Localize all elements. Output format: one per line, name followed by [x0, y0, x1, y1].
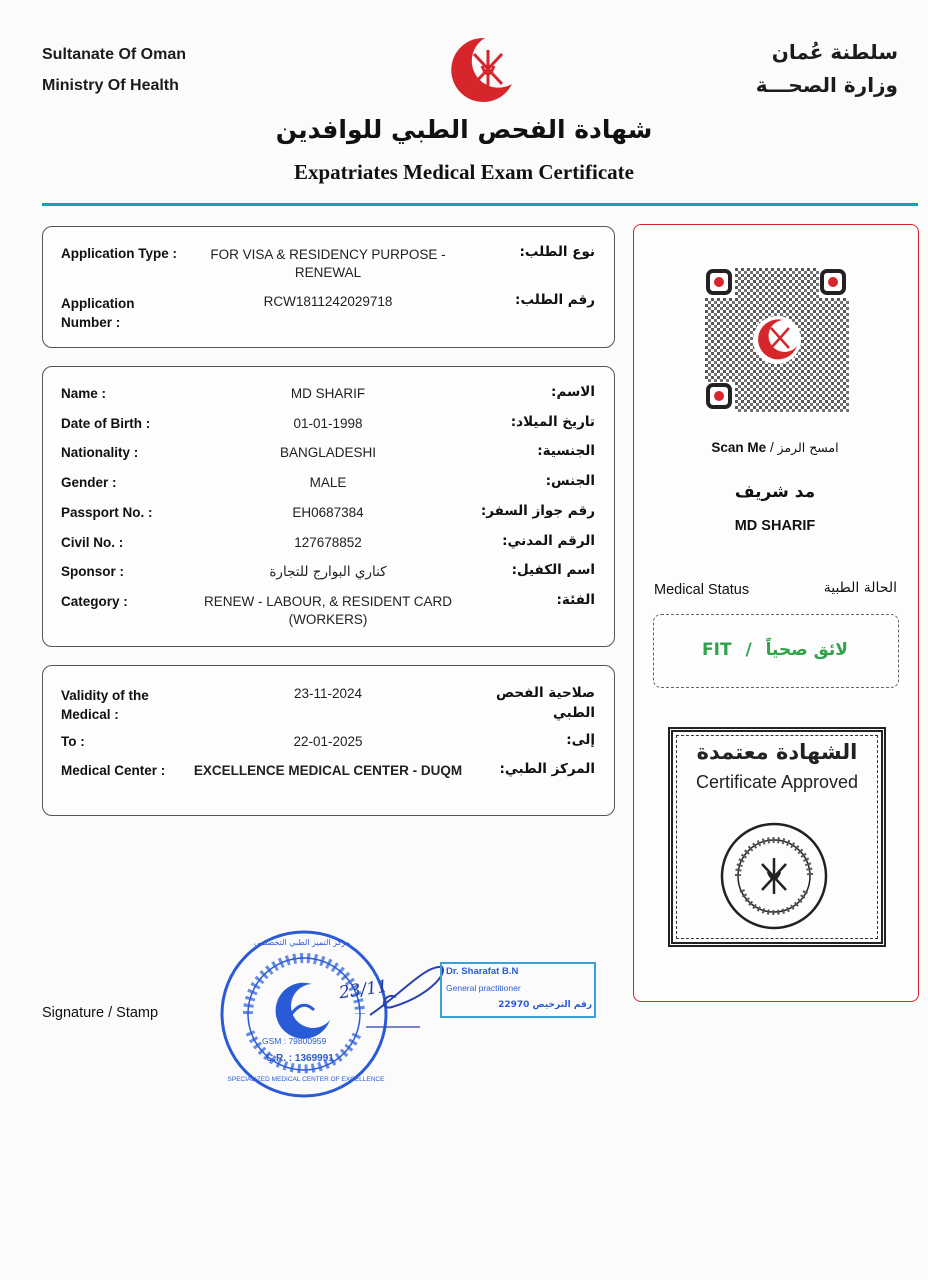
- dob-value: 01-01-1998: [293, 416, 363, 431]
- signature-label: Signature / Stamp: [42, 1005, 159, 1021]
- application-type-value: FOR VISA & RESIDENCY PURPOSE - RENEWAL: [210, 247, 446, 280]
- ministry-logo-icon: [440, 32, 518, 108]
- stamp-top-text: مركز التميز الطبي التخصصي: [253, 938, 351, 947]
- doctor-name: Dr. Sharafat B.N: [446, 966, 519, 977]
- application-number-ar: رقم الطلب:: [515, 292, 595, 308]
- fit-en: FIT: [702, 640, 732, 660]
- sponsor-value: كناري البوارج للتجارة: [269, 564, 387, 580]
- nationality-value: BANGLADESHI: [279, 445, 377, 460]
- doctor-license: رقم الترخيص 22970: [498, 1000, 592, 1010]
- ministry-ar: وزارة الصحـــة: [755, 73, 898, 97]
- dob-ar: تاريخ الميلاد:: [510, 414, 595, 430]
- holder-name-en: MD SHARIF: [734, 518, 816, 534]
- title-ar: شهادة الفحص الطبي للوافدين: [275, 115, 653, 144]
- to-ar: إلى:: [566, 732, 595, 748]
- application-number-value: RCW1811242029718: [263, 294, 393, 309]
- scan-me-ar: امسح الرمز: [777, 440, 839, 455]
- ministry-seal-icon: [718, 820, 830, 932]
- passport-ar: رقم جواز السفر:: [480, 503, 595, 519]
- gender-value: MALE: [309, 475, 347, 490]
- category-ar: الفئة:: [556, 592, 595, 608]
- sponsor-ar: اسم الكفيل:: [511, 562, 595, 578]
- dob-label: Date of Birth :: [61, 416, 151, 431]
- name-label: Name :: [61, 386, 107, 401]
- category-value: RENEW - LABOUR, & RESIDENT CARD (WORKERS): [203, 594, 453, 627]
- medical-center-ar: المركز الطبي:: [499, 761, 595, 777]
- sponsor-label: Sponsor :: [61, 564, 124, 579]
- approved-en: Certificate Approved: [695, 772, 859, 792]
- scan-me-en: Scan Me: [711, 440, 767, 455]
- stamp-cr: C.R. : 1369991: [266, 1053, 334, 1064]
- gender-label: Gender :: [61, 475, 117, 490]
- validity-label: Validity of the Medical :: [61, 688, 149, 722]
- application-type-label: Application Type :: [61, 246, 178, 261]
- title-en: Expatriates Medical Exam Certificate: [294, 160, 634, 184]
- category-label: Category :: [61, 594, 128, 609]
- scan-me-separator: /: [769, 440, 774, 455]
- scan-me-caption: [653, 440, 897, 455]
- medical-status-ar: الحالة الطبية: [823, 580, 897, 596]
- header-divider: [42, 203, 918, 206]
- medical-status-value: [653, 640, 897, 660]
- medical-center-value: EXCELLENCE MEDICAL CENTER - DUQM: [193, 763, 463, 778]
- ministry-en: Ministry Of Health: [42, 77, 179, 94]
- validity-ar: صلاحية الفحص الطبي: [496, 685, 595, 721]
- to-label: To :: [61, 734, 85, 749]
- doctor-role: General practitioner: [446, 983, 521, 993]
- civil-ar: الرقم المدني:: [502, 533, 595, 549]
- fit-separator: /: [745, 640, 752, 660]
- approved-ar: الشهادة معتمدة: [696, 740, 858, 764]
- country-en: Sultanate Of Oman: [42, 46, 187, 63]
- name-ar: الاسم:: [551, 384, 595, 400]
- stamp-gsm: GSM : 79800959: [262, 1036, 327, 1046]
- stamp-bottom-text: SPECIALIZED MEDICAL CENTER OF EXCELLENCE: [227, 1076, 385, 1083]
- qr-code-icon[interactable]: [705, 268, 849, 412]
- application-number-label: Application Number :: [61, 296, 135, 330]
- gender-ar: الجنس:: [545, 473, 595, 489]
- validity-value: 23-11-2024: [293, 686, 363, 701]
- nationality-ar: الجنسية:: [537, 443, 595, 459]
- fit-ar: لائق صحياً: [765, 640, 848, 660]
- holder-name-ar: مد شريف: [734, 482, 816, 502]
- passport-label: Passport No. :: [61, 505, 153, 520]
- passport-value: EH0687384: [292, 505, 364, 520]
- to-value: 22-01-2025: [293, 734, 363, 749]
- medical-center-label: Medical Center :: [61, 763, 166, 778]
- nationality-label: Nationality :: [61, 445, 139, 460]
- signature-handwriting: 23/11: [337, 976, 390, 1004]
- civil-label: Civil No. :: [61, 535, 124, 550]
- application-type-ar: نوع الطلب:: [519, 244, 595, 260]
- medical-status-en: Medical Status: [654, 582, 750, 598]
- country-ar: سلطنة عُمان: [771, 40, 898, 64]
- civil-value: 127678852: [294, 535, 362, 550]
- name-value: MD SHARIF: [290, 386, 366, 401]
